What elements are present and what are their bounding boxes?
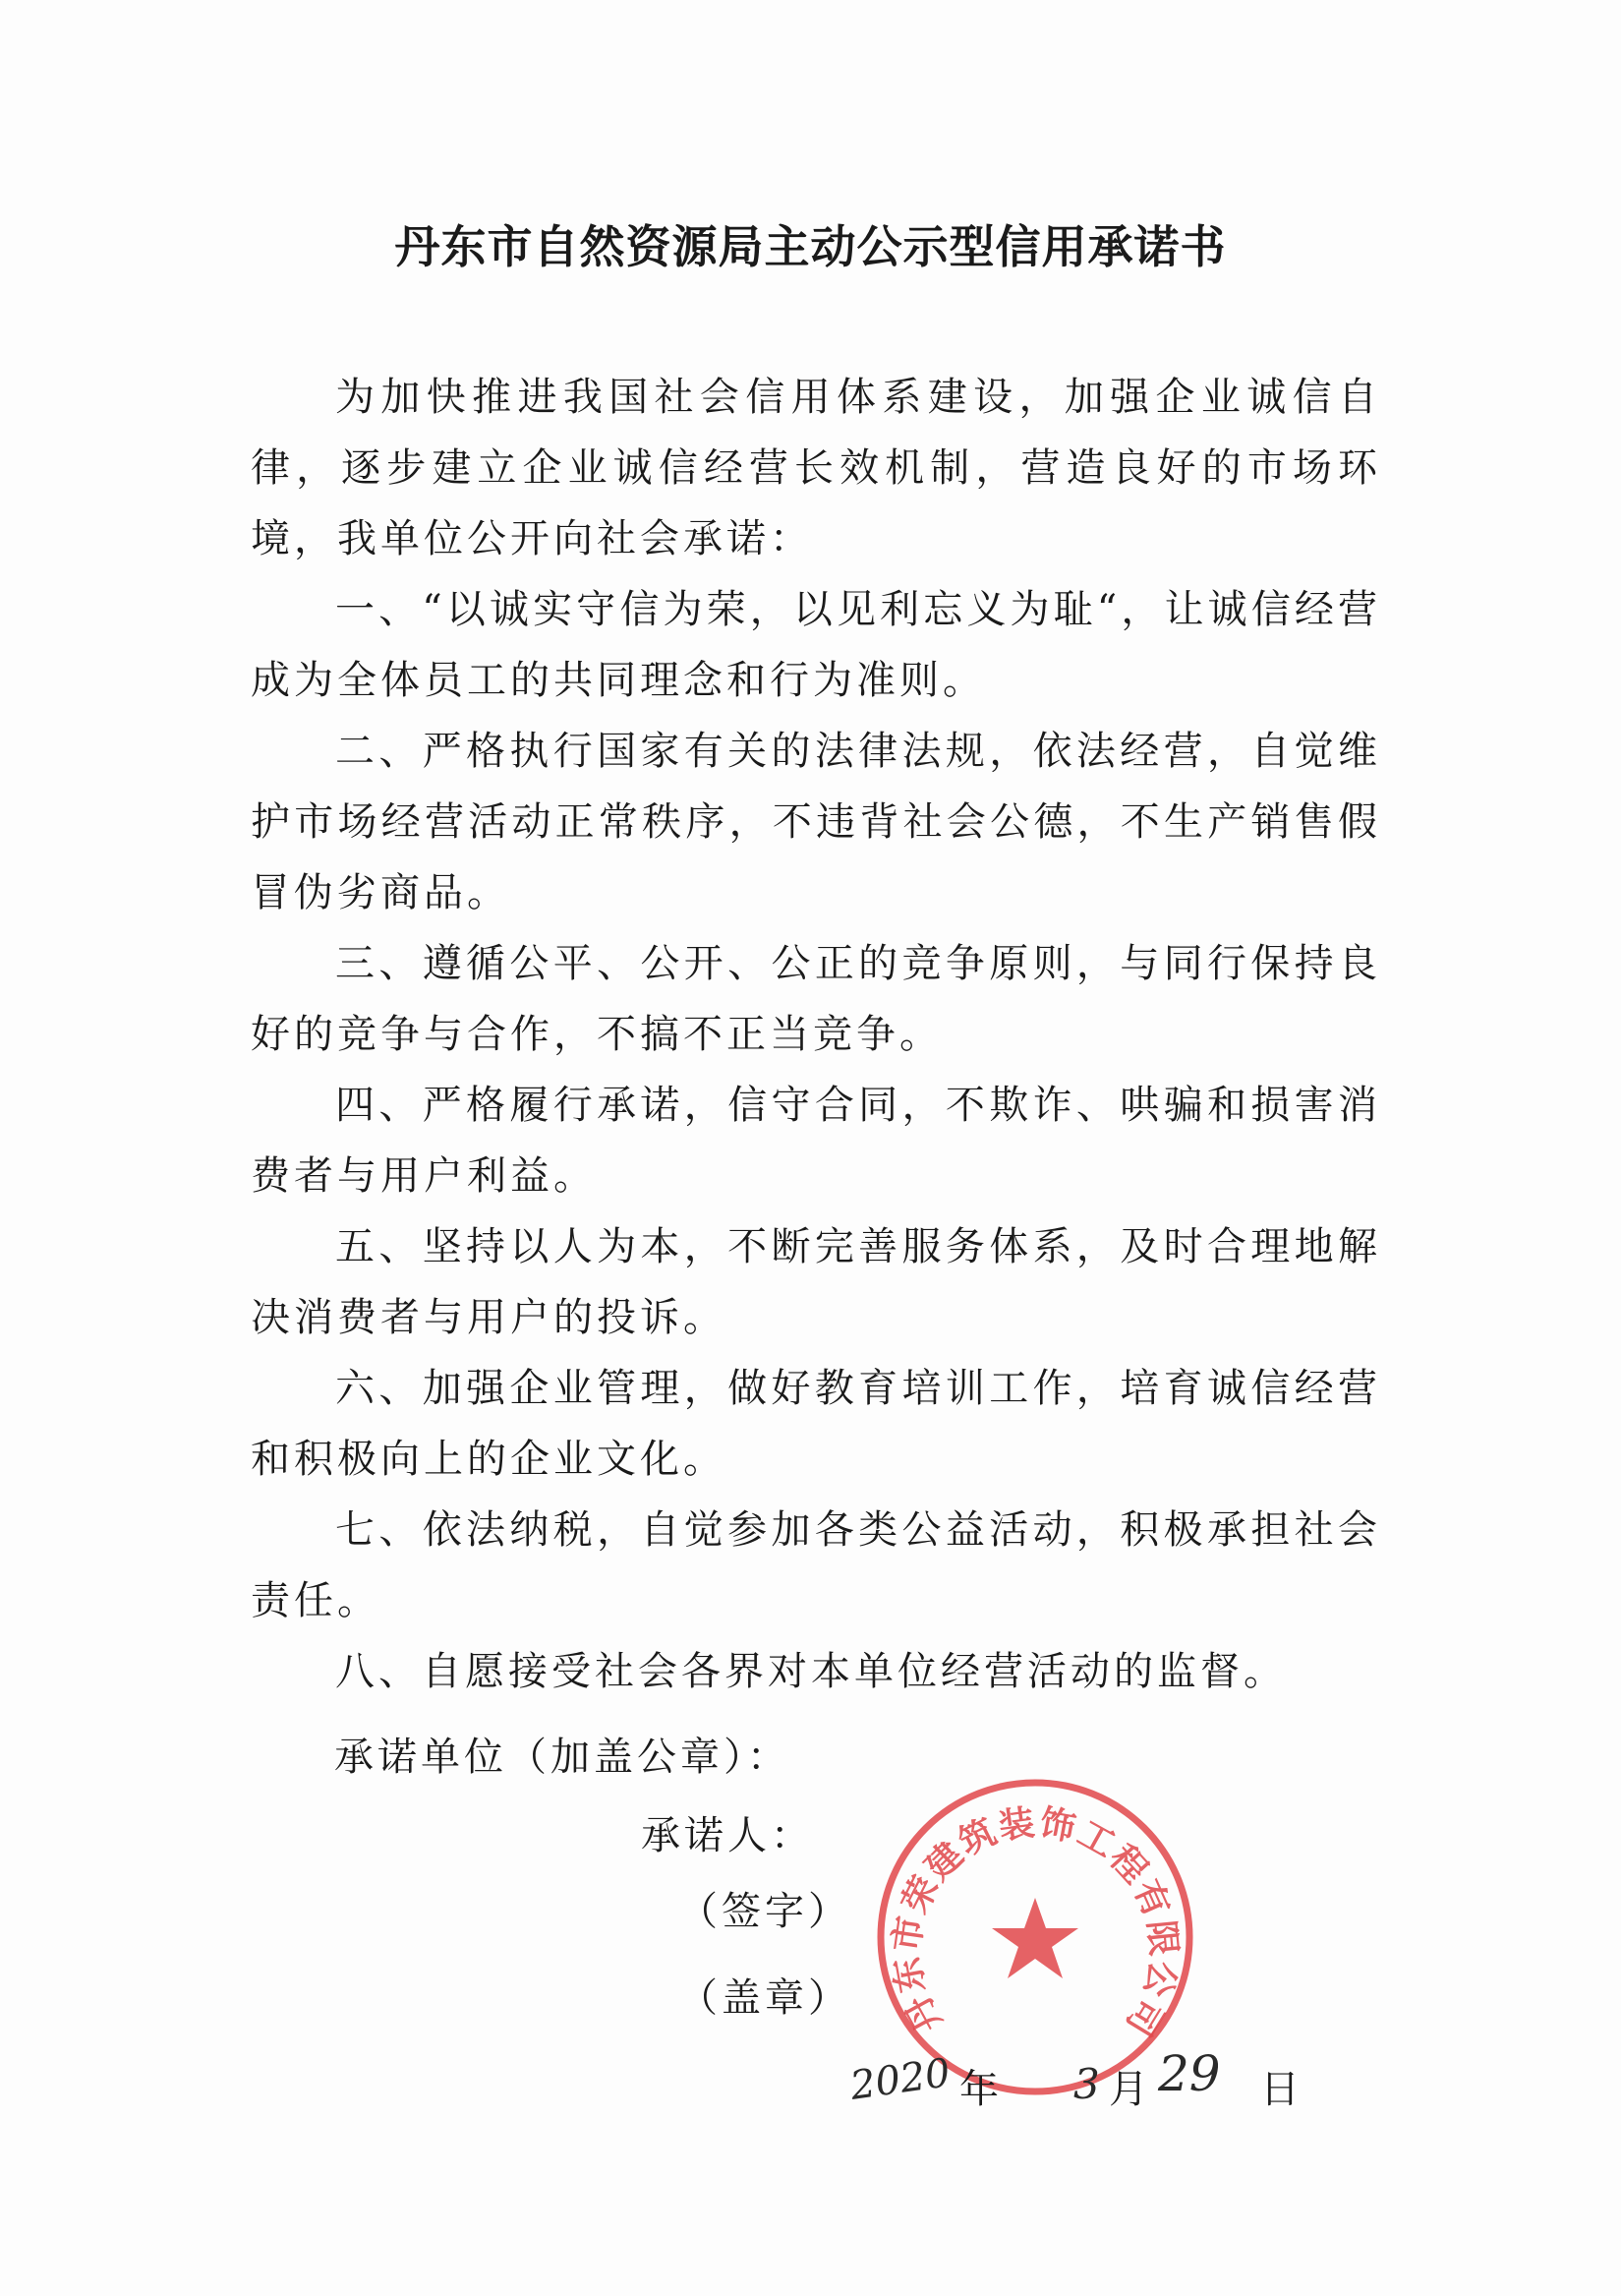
date-month-suffix: 月	[1109, 2067, 1148, 2112]
document-title: 丹东市自然资源局主动公示型信用承诺书	[394, 220, 1227, 273]
commit-person-label: 承诺人：	[641, 1813, 814, 1858]
stamp-label: （盖章）	[678, 1975, 851, 2021]
date-year: 2020	[847, 2050, 954, 2109]
paragraph-intro: 为加快推进我国社会信用体系建设，加强企业诚信自律，逐步建立企业诚信经营长效机制，营造良好的市场环境，我单位公开向社会承诺：	[251, 375, 1381, 561]
commit-unit-label: 承诺单位（加盖公章）：	[334, 1735, 790, 1780]
seal-text: 丹东市荣建筑装饰工程有限公司	[886, 1802, 1185, 2045]
date-day: 29	[1158, 2045, 1221, 2102]
document-body	[251, 362, 1381, 1707]
paragraph-item-5: 五、坚持以人为本，不断完善服务体系，及时合理地解决消费者与用户的投诉。	[251, 1224, 1381, 1340]
paragraph-item-6: 六、加强企业管理，做好教育培训工作，培育诚信经营和积极向上的企业文化。	[251, 1366, 1381, 1482]
seal-star-icon	[992, 1898, 1078, 1978]
paragraph-item-1: 一、“以诚实守信为荣，以见利忘义为耻“，让诚信经营成为全体员工的共同理念和行为准则。	[251, 587, 1381, 703]
date-year-suffix: 年	[959, 2067, 999, 2112]
date-month: 3	[1073, 2060, 1100, 2108]
paragraph-item-3: 三、遵循公平、公开、公正的竞争原则，与同行保持良好的竞争与合作，不搞不正当竞争。	[251, 941, 1381, 1057]
sign-label: （签字）	[678, 1889, 851, 1934]
date-day-suffix: 日	[1260, 2067, 1300, 2112]
paragraph-item-8: 八、自愿接受社会各界对本单位经营活动的监督。	[335, 1649, 1287, 1694]
paragraph-item-4: 四、严格履行承诺，信守合同，不欺诈、哄骗和损害消费者与用户利益。	[251, 1083, 1381, 1199]
company-seal	[873, 1775, 1197, 2099]
paragraph-item-7: 七、依法纳税，自觉参加各类公益活动，积极承担社会责任。	[251, 1507, 1381, 1623]
paragraph-item-2: 二、严格执行国家有关的法律法规，依法经营，自觉维护市场经营活动正常秩序，不违背社会公德，不生产销售假冒伪劣商品。	[251, 729, 1381, 915]
